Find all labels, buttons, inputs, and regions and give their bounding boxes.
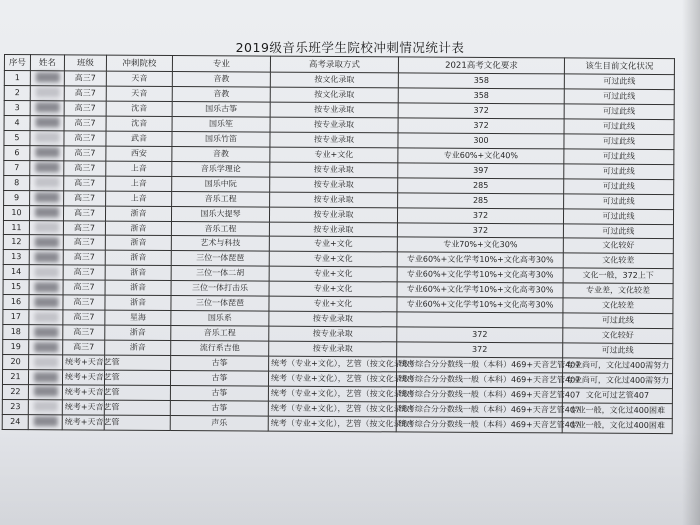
cell-culture-requirement: 358 (398, 73, 564, 89)
redacted-name-blur (34, 267, 58, 277)
cell-culture-requirement: 372 (397, 207, 563, 223)
cell-culture-requirement: 专业60%+文化学考10%+文化高考30% (397, 252, 563, 268)
cell-target-school: 浙音 (105, 221, 171, 236)
cell-culture-requirement: 专业60%+文化学考10%+文化高考30% (397, 267, 563, 283)
cell-admission-method: 专业+文化 (269, 267, 397, 283)
cell-current-status: 文化较好 (563, 328, 673, 344)
cell-admission-method: 统考（专业+文化），艺管（按文化录取） (268, 416, 396, 432)
redacted-name-blur (35, 192, 59, 202)
cell-culture-requirement (397, 312, 563, 328)
cell-current-status: 专业一般，文化过400困难 (562, 403, 672, 419)
cell-major: 三位一体琵琶 (171, 251, 269, 267)
cell-class: 统考+天音艺管 (62, 370, 104, 385)
redacted-name-blur (35, 118, 59, 128)
redacted-name-blur (34, 327, 58, 337)
cell-name (30, 175, 64, 190)
cell-class: 高三7 (64, 101, 106, 116)
cell-culture-requirement: 285 (398, 193, 564, 209)
cell-culture-requirement: 统考综合分分数线一般（本科）469+天音艺管407 (396, 417, 562, 433)
cell-culture-requirement: 372 (397, 327, 563, 343)
cell-major: 音乐学理论 (172, 161, 270, 177)
cell-index: 14 (3, 265, 29, 280)
cell-name (30, 71, 64, 86)
cell-major: 国乐古筝 (172, 101, 270, 117)
cell-current-status: 可过此线 (563, 343, 673, 359)
cell-target-school: 沈音 (106, 116, 172, 131)
redacted-name-blur (34, 297, 58, 307)
cell-target-school: 上音 (106, 191, 172, 206)
cell-admission-method: 统考（专业+文化），艺管（按文化录取） (268, 401, 396, 417)
cell-name (28, 385, 62, 400)
cell-major: 三位一体琵琶 (171, 296, 269, 312)
cell-name (30, 145, 64, 160)
redacted-name-blur (33, 387, 57, 397)
header-cell-admission-method: 高考录取方式 (270, 56, 398, 73)
cell-name (28, 370, 62, 385)
cell-culture-requirement: 统考综合分分数线一般（本科）469+天音艺管407 (396, 372, 562, 388)
redacted-name-blur (34, 282, 58, 292)
cell-admission-method: 专业+文化 (270, 147, 398, 163)
header-cell-index: 序号 (4, 55, 30, 71)
cell-target-school: 武音 (106, 131, 172, 146)
cell-admission-method: 按专业录取 (270, 192, 398, 208)
cell-culture-requirement: 372 (398, 118, 564, 134)
cell-index: 6 (4, 145, 30, 160)
cell-name (29, 220, 63, 235)
cell-index: 15 (3, 280, 29, 295)
cell-class: 统考+天音艺管 (63, 355, 105, 370)
cell-index: 13 (3, 250, 29, 265)
cell-admission-method: 按专业录取 (270, 132, 398, 148)
cell-target-school: 浙音 (105, 236, 171, 251)
cell-class: 高三7 (63, 310, 105, 325)
cell-culture-requirement: 285 (398, 178, 564, 194)
cell-name (28, 400, 62, 415)
cell-admission-method: 专业+文化 (269, 281, 397, 297)
redacted-name-blur (34, 222, 58, 232)
cell-target-school: 浙音 (105, 251, 171, 266)
cell-class: 高三7 (63, 220, 105, 235)
redacted-name-blur (35, 88, 59, 98)
cell-major: 音乐工程 (172, 191, 270, 207)
cell-current-status: 文化较差 (563, 253, 673, 269)
cell-admission-method: 按专业录取 (269, 222, 397, 238)
cell-class: 高三7 (64, 176, 106, 191)
cell-index: 7 (4, 160, 30, 175)
cell-major: 古筝 (171, 356, 269, 372)
cell-major: 音乐工程 (171, 221, 269, 237)
cell-current-status: 文化一般，372上下 (563, 268, 673, 284)
cell-culture-requirement: 专业60%+文化40% (398, 148, 564, 164)
cell-current-status: 专业尚可，文化过400需努力 (562, 373, 672, 389)
cell-name (29, 355, 63, 370)
cell-culture-requirement: 专业60%+文化学考10%+文化高考30% (397, 282, 563, 298)
cell-index: 16 (3, 295, 29, 310)
cell-admission-method: 按专业录取 (270, 162, 398, 178)
cell-current-status: 可过此线 (564, 179, 674, 195)
cell-admission-method: 统考（专业+文化），艺管（按文化录取） (269, 356, 397, 372)
cell-current-status: 可过此线 (564, 89, 674, 105)
cell-admission-method: 专业+文化 (269, 252, 397, 268)
cell-culture-requirement: 统考综合分分数线一般（本科）469+天音艺管407 (396, 402, 562, 418)
cell-major: 音乐工程 (171, 326, 269, 342)
cell-admission-method: 专业+文化 (269, 237, 397, 253)
redacted-name-blur (35, 132, 59, 142)
cell-culture-requirement: 统考综合分分数线一般（本科）469+天音艺管407 (396, 387, 562, 403)
cell-class: 高三7 (64, 146, 106, 161)
header-cell-culture-requirement: 2021高考文化要求 (398, 57, 564, 74)
cell-major: 国乐笙 (172, 116, 270, 132)
cell-class: 统考+天音艺管 (62, 400, 104, 415)
cell-major: 三位一体二胡 (171, 266, 269, 282)
cell-name (28, 415, 62, 430)
cell-admission-method: 按专业录取 (270, 117, 398, 133)
cell-target-school: 浙音 (105, 340, 171, 355)
cell-index: 8 (4, 175, 30, 190)
cell-current-status: 可过此线 (564, 134, 674, 150)
cell-class: 高三7 (64, 71, 106, 86)
cell-target-school: 西安 (106, 146, 172, 161)
cell-name (29, 340, 63, 355)
redacted-name-blur (34, 357, 58, 367)
cell-major: 音教 (172, 146, 270, 162)
cell-current-status: 可过此线 (563, 223, 673, 239)
cell-name (30, 190, 64, 205)
redacted-name-blur (35, 103, 59, 113)
cell-name (29, 235, 63, 250)
cell-class: 高三7 (64, 190, 106, 205)
cell-target-school: 星海 (105, 310, 171, 325)
cell-admission-method: 按专业录取 (270, 177, 398, 193)
cell-class: 高三7 (64, 116, 106, 131)
cell-class: 高三7 (63, 265, 105, 280)
cell-index: 10 (3, 205, 29, 220)
redacted-name-blur (35, 207, 59, 217)
document-title: 2019级音乐班学生院校冲刺情况统计表 (235, 40, 465, 55)
cell-target-school: 浙音 (105, 295, 171, 310)
cell-class: 高三7 (63, 340, 105, 355)
cell-admission-method: 专业+文化 (269, 296, 397, 312)
table-body (2, 71, 674, 434)
cell-class: 高三7 (63, 280, 105, 295)
cell-major: 古筝 (170, 400, 268, 416)
cell-name (29, 265, 63, 280)
cell-culture-requirement: 397 (398, 163, 564, 179)
cell-admission-method: 统考（专业+文化），艺管（按文化录取） (268, 371, 396, 387)
cell-target-school: 浙音 (105, 280, 171, 295)
cell-class: 高三7 (64, 131, 106, 146)
cell-target-school: 天音 (106, 86, 172, 101)
cell-major: 流行系吉他 (171, 341, 269, 357)
cell-major: 国乐大提琴 (171, 206, 269, 222)
cell-name (30, 160, 64, 175)
redacted-name-blur (34, 342, 58, 352)
cell-class: 高三7 (63, 325, 105, 340)
cell-current-status: 可过此线 (563, 313, 673, 329)
cell-name (29, 310, 63, 325)
cell-major: 音教 (172, 72, 270, 88)
cell-index: 20 (3, 355, 29, 370)
cell-major: 国乐中阮 (172, 176, 270, 192)
cell-name (30, 86, 64, 101)
cell-major: 国乐系 (171, 311, 269, 327)
cell-index: 22 (2, 385, 28, 400)
cell-index: 3 (4, 100, 30, 115)
cell-current-status: 可过此线 (564, 149, 674, 165)
cell-name (29, 325, 63, 340)
cell-class: 统考+天音艺管 (62, 385, 104, 400)
cell-current-status: 专业一般，文化过400困难 (562, 418, 672, 434)
cell-index: 21 (2, 370, 28, 385)
cell-target-school: 浙音 (105, 206, 171, 221)
cell-index: 18 (3, 325, 29, 340)
cell-major: 艺术与科技 (171, 236, 269, 252)
cell-index: 12 (3, 235, 29, 250)
cell-admission-method: 统考（专业+文化），艺管（按文化录取） (268, 386, 396, 402)
student-table (2, 54, 675, 434)
cell-name (29, 280, 63, 295)
cell-target-school: 天音 (106, 71, 172, 86)
cell-admission-method: 按专业录取 (269, 311, 397, 327)
cell-admission-method: 按专业录取 (269, 341, 397, 357)
cell-class: 高三7 (63, 295, 105, 310)
cell-major: 音教 (172, 86, 270, 102)
cell-admission-method: 按专业录取 (269, 326, 397, 342)
cell-name (30, 116, 64, 131)
cell-culture-requirement: 358 (398, 88, 564, 104)
cell-culture-requirement: 372 (398, 103, 564, 119)
redacted-name-blur (35, 177, 59, 187)
cell-target-school: 上音 (106, 176, 172, 191)
blank-lower-page (0, 430, 700, 525)
cell-target-school: 上音 (106, 161, 172, 176)
cell-name (29, 250, 63, 265)
cell-current-status: 可过此线 (564, 119, 674, 135)
cell-culture-requirement: 专业70%+文化30% (397, 237, 563, 253)
cell-index: 11 (3, 220, 29, 235)
cell-current-status: 可过此线 (564, 164, 674, 180)
cell-index: 23 (2, 399, 28, 414)
cell-class: 高三7 (64, 86, 106, 101)
cell-index: 2 (4, 85, 30, 100)
cell-target-school: 浙音 (105, 325, 171, 340)
cell-major: 古筝 (170, 371, 268, 387)
cell-index: 19 (3, 340, 29, 355)
cell-name (29, 295, 63, 310)
cell-culture-requirement: 372 (397, 342, 563, 358)
redacted-name-blur (33, 372, 57, 382)
redacted-name-blur (35, 147, 59, 157)
cell-admission-method: 按专业录取 (270, 102, 398, 118)
redacted-name-blur (33, 402, 57, 412)
cell-name (29, 205, 63, 220)
header-cell-name: 姓名 (30, 55, 64, 71)
cell-target-school: 沈音 (106, 101, 172, 116)
cell-index: 24 (2, 414, 28, 429)
cell-index: 9 (4, 190, 30, 205)
redacted-name-blur (35, 73, 59, 83)
cell-culture-requirement: 统考综合分分数线一般（本科）469+天音艺管407 (397, 357, 563, 373)
cell-current-status: 文化较好 (563, 238, 673, 254)
cell-index: 17 (3, 310, 29, 325)
cell-index: 5 (4, 130, 30, 145)
cell-major: 声乐 (170, 415, 268, 431)
cell-index: 4 (4, 115, 30, 130)
redacted-name-blur (33, 417, 57, 427)
header-cell-current-status: 该生目前文化状况 (564, 58, 674, 75)
cell-current-status: 专业尚可，文化过400需努力 (563, 358, 673, 374)
cell-culture-requirement: 300 (398, 133, 564, 149)
cell-current-status: 专业差，文化较差 (563, 283, 673, 299)
cell-class: 高三7 (63, 235, 105, 250)
cell-class: 统考+天音艺管 (62, 415, 104, 430)
cell-admission-method: 按文化录取 (270, 87, 398, 103)
cell-index: 1 (4, 71, 30, 86)
cell-class: 高三7 (63, 205, 105, 220)
cell-current-status: 可过此线 (564, 74, 674, 90)
redacted-name-blur (34, 312, 58, 322)
cell-current-status: 文化可过艺管407 (562, 388, 672, 404)
cell-current-status: 可过此线 (564, 194, 674, 210)
cell-admission-method: 按专业录取 (269, 207, 397, 223)
cell-culture-requirement: 372 (397, 222, 563, 238)
cell-current-status: 可过此线 (564, 104, 674, 120)
cell-name (30, 130, 64, 145)
cell-target-school: 浙音 (105, 266, 171, 281)
cell-major: 国乐竹笛 (172, 131, 270, 147)
header-cell-major: 专业 (172, 56, 270, 73)
cell-class: 高三7 (63, 250, 105, 265)
cell-major: 古筝 (170, 386, 268, 402)
cell-admission-method: 按文化录取 (270, 72, 398, 88)
cell-culture-requirement: 专业60%+文化学考10%+文化高考30% (397, 297, 563, 313)
redacted-name-blur (34, 252, 58, 262)
cell-class: 高三7 (64, 161, 106, 176)
cell-name (30, 101, 64, 116)
redacted-name-blur (35, 162, 59, 172)
cell-current-status: 文化较差 (563, 298, 673, 314)
redacted-name-blur (34, 237, 58, 247)
cell-major: 三位一体打击乐 (171, 281, 269, 297)
header-cell-target-school: 冲刺院校 (106, 55, 172, 71)
cell-current-status: 可过此线 (563, 208, 673, 224)
header-cell-class: 班级 (64, 55, 106, 71)
